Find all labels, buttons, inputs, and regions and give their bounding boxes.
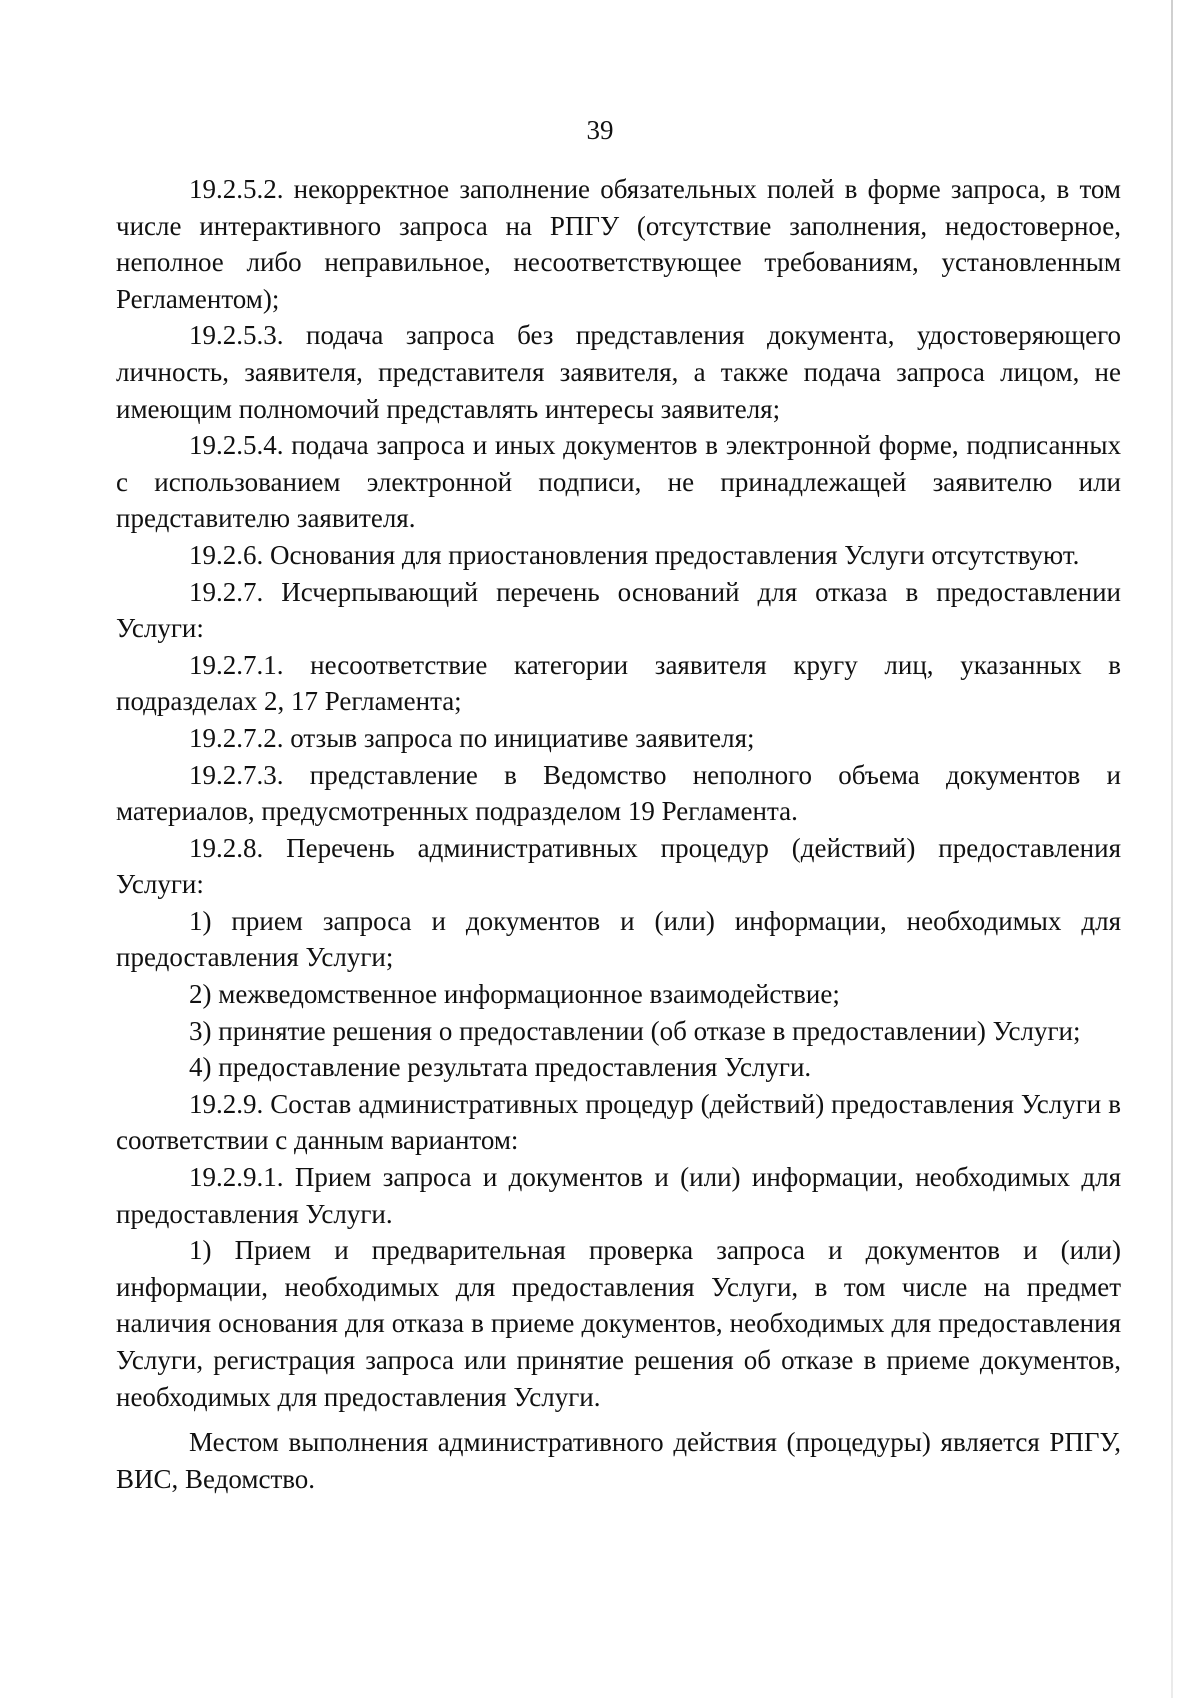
paragraph-19-2-7-1: 19.2.7.1. несоответствие категории заявителя кругу лиц, указанных в подразделах 2, 17 Регламента; [116, 649, 1121, 717]
paragraph-19-2-9-1: 19.2.9.1. Прием запроса и документов и (или) информации, необходимых для предоставления Услуги. [116, 1162, 1121, 1229]
list-item-3: 3) принятие решения о предоставлении (об отказе в предоставлении) Услуги; [189, 1015, 1081, 1046]
paragraph-19-2-5-2: 19.2.5.2. некорректное заполнение обязательных полей в форме запроса, в том числе интерактивного запроса на РПГУ (отсутствие заполнения, недостоверное, неполное либо неправильное, несоответствующее требованиям, установленным Регламентом); [116, 174, 1121, 314]
paragraph-19-2-8: 19.2.8. Перечень административных процедур (действий) предоставления Услуги: [116, 832, 1121, 900]
list-item-1: 1) прием запроса и документов и (или) информации, необходимых для предоставления Услуги; [116, 905, 1121, 973]
list-item-2: 2) межведомственное информационное взаимодействие; [189, 979, 840, 1010]
body-text [116, 171, 1121, 1497]
paragraph-19-2-5-4: 19.2.5.4. подача запроса и иных документов в электронной форме, подписанных с использованием электронной подписи, не принадлежащей заявителю или представителю заявителя. [116, 430, 1121, 534]
paragraph-19-2-9: 19.2.9. Состав административных процедур (действий) предоставления Услуги в соответствии с данным вариантом: [116, 1088, 1121, 1156]
paragraph-19-2-7: 19.2.7. Исчерпывающий перечень оснований для отказа в предоставлении Услуги: [116, 576, 1121, 644]
scan-edge-line [1171, 0, 1173, 1698]
paragraph-19-2-7-2: 19.2.7.2. отзыв запроса по инициативе заявителя; [189, 722, 755, 753]
list-item-1-reception: 1) Прием и предварительная проверка запроса и документов и (или) информации, необходимых для предоставления Услуги, в том числе на предмет наличия основания для отказа в приеме документов, необходимых для предоставления Услуги, регистрация запроса или принятие решения об отказе в приеме документов, необходимых для предоставления Услуги. [116, 1235, 1121, 1412]
paragraph-19-2-6: 19.2.6. Основания для приостановления предоставления Услуги отсутствуют. [189, 539, 1080, 570]
paragraph-place-of-execution: Местом выполнения административного действия (процедуры) является РПГУ, ВИС, Ведомство. [116, 1427, 1121, 1494]
page-number: 39 [586, 115, 614, 145]
paragraph-19-2-7-3: 19.2.7.3. представление в Ведомство неполного объема документов и материалов, предусмотренных подразделом 19 Регламента. [116, 759, 1121, 827]
paragraph-19-2-5-3: 19.2.5.3. подача запроса без представления документа, удостоверяющего личность, заявителя, представителя заявителя, а также подача запроса лицом, не имеющим полномочий представлять интересы заявителя; [116, 320, 1121, 424]
list-item-4: 4) предоставление результата предоставления Услуги. [189, 1052, 812, 1083]
